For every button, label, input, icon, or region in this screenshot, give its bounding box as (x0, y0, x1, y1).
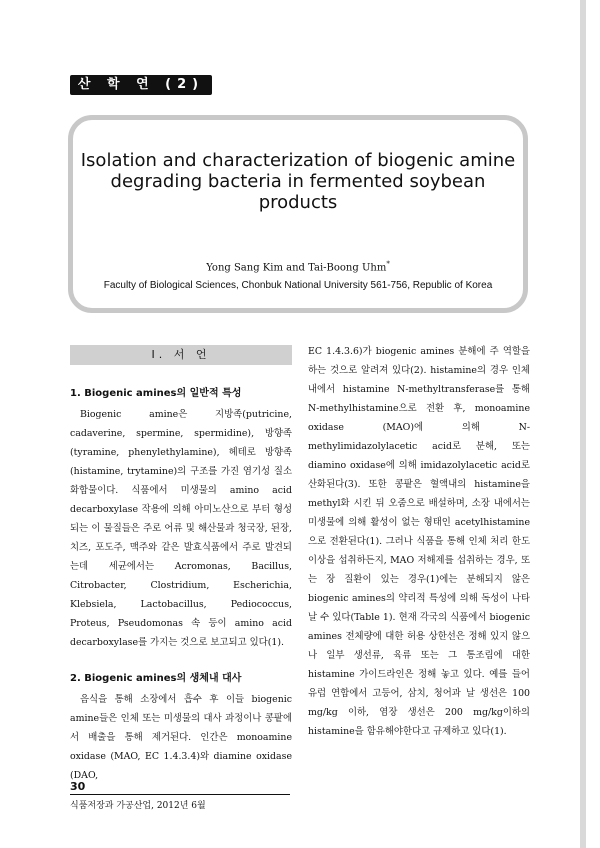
page-number: 30 (70, 780, 86, 793)
authors: Yong Sang Kim and Tai-Boong Uhm (206, 262, 387, 274)
right-column (308, 342, 530, 741)
subheading-1: 1. Biogenic amines의 일반적 특성 (70, 388, 242, 399)
authors-line (73, 260, 523, 273)
paragraph-2: 음식을 통해 소장에서 흡수 후 이들 biogenic amine들은 인체 또는 미생물의 대사 과정이나 콩팥에서 배출을 통해 제거된다. 인간은 monoamine oxidase (MAO, EC 1.4.3.4)와 diamine oxidase (DAO, (70, 694, 292, 781)
section-tab: 산 학 연 (2) (70, 75, 212, 95)
title-box (68, 115, 528, 313)
left-column (70, 345, 292, 785)
paragraph-1: Biogenic amine은 지방족(putricine, cadaverine, spermine, spermidine), 방향족(tyramine, phenylethylamine), 헤테로 방향족(histamine, trytamine)의 구조를 가진 염기성 질소화합물이다. 식품에서 미생물의 amino acid decarboxylase 작용에 의해 아미노산으로 부터 형성되는 이 물질들은 주로 어류 및 해산물과 청국장, 된장, 치즈, 포도주, 맥주와 같은 발효식품에서 주로 발견되는데 세균에서는 Acromonas, Bacillus, Citrobacter, Clostridium, Escherichia, Klebsiela, Lactobacillus, Pediococcus, Proteus, Pseudomonas 속 등이 amino acid decarboxylase를 가지는 것으로 보고되고 있다(1). (70, 409, 292, 648)
subheading-2: 2. Biogenic amines의 생체내 대사 (70, 673, 242, 684)
paper-title: Isolation and characterization of biogenic amine degrading bacteria in fermented soybean products (80, 150, 516, 213)
journal-footer: 식품저장과 가공산업, 2012년 6월 (70, 801, 206, 811)
right-edge-rule (580, 0, 586, 848)
intro-heading: Ⅰ. 서 언 (70, 345, 292, 365)
paragraph-3: EC 1.4.3.6)가 biogenic amines 분해에 주 역할을 하는 것으로 알려져 있다(2). histamine의 경우 인체 내에서 histamine N-methyltransferase를 통해 N-methylhistamine으로 전환 후, monoamine oxidase (MAO)에 의해 N-methylimidazolylacetic acid로 분해, 또는 diamino oxidase에 의해 imidazolylacetic acid로 산화된다(3). 또한 콩팥은 혈액내의 histamine을 methyl화 시킨 뒤 오줌으로 배설하며, 소장 내에서는 미생물에 의해 활성이 없는 형태인 acetylhistamine으로 전환된다(1). 그러나 식품을 통해 인체 처리 한도 이상을 섭취하든지, MAO 저해제를 섭취하는 경우, 또는 장 질환이 있는 경우(1)에는 분해되지 않은 biogenic amines의 약리적 특성에 의해 독성이 나타날 수 있다(Table 1). 현재 각국의 식품에서 biogenic amines 전체량에 대한 허용 상한선은 정해 있지 않으나 일부 생선류, 육류 또는 그 통조림에 대한 histamine 가이드라인은 정해 놓고 있다. 예를 들어 유럽 연합에서 고등어, 삼치, 청어과 날 생선은 100 mg/kg 이하, 염장 생선은 200 mg/kg이하의 histamine을 함유해야한다고 규제하고 있다(1). (308, 346, 530, 737)
author-mark: * (386, 260, 390, 268)
footer-rule (70, 794, 290, 795)
affiliation: Faculty of Biological Sciences, Chonbuk National University 561-756, Republic of Korea (103, 280, 493, 291)
